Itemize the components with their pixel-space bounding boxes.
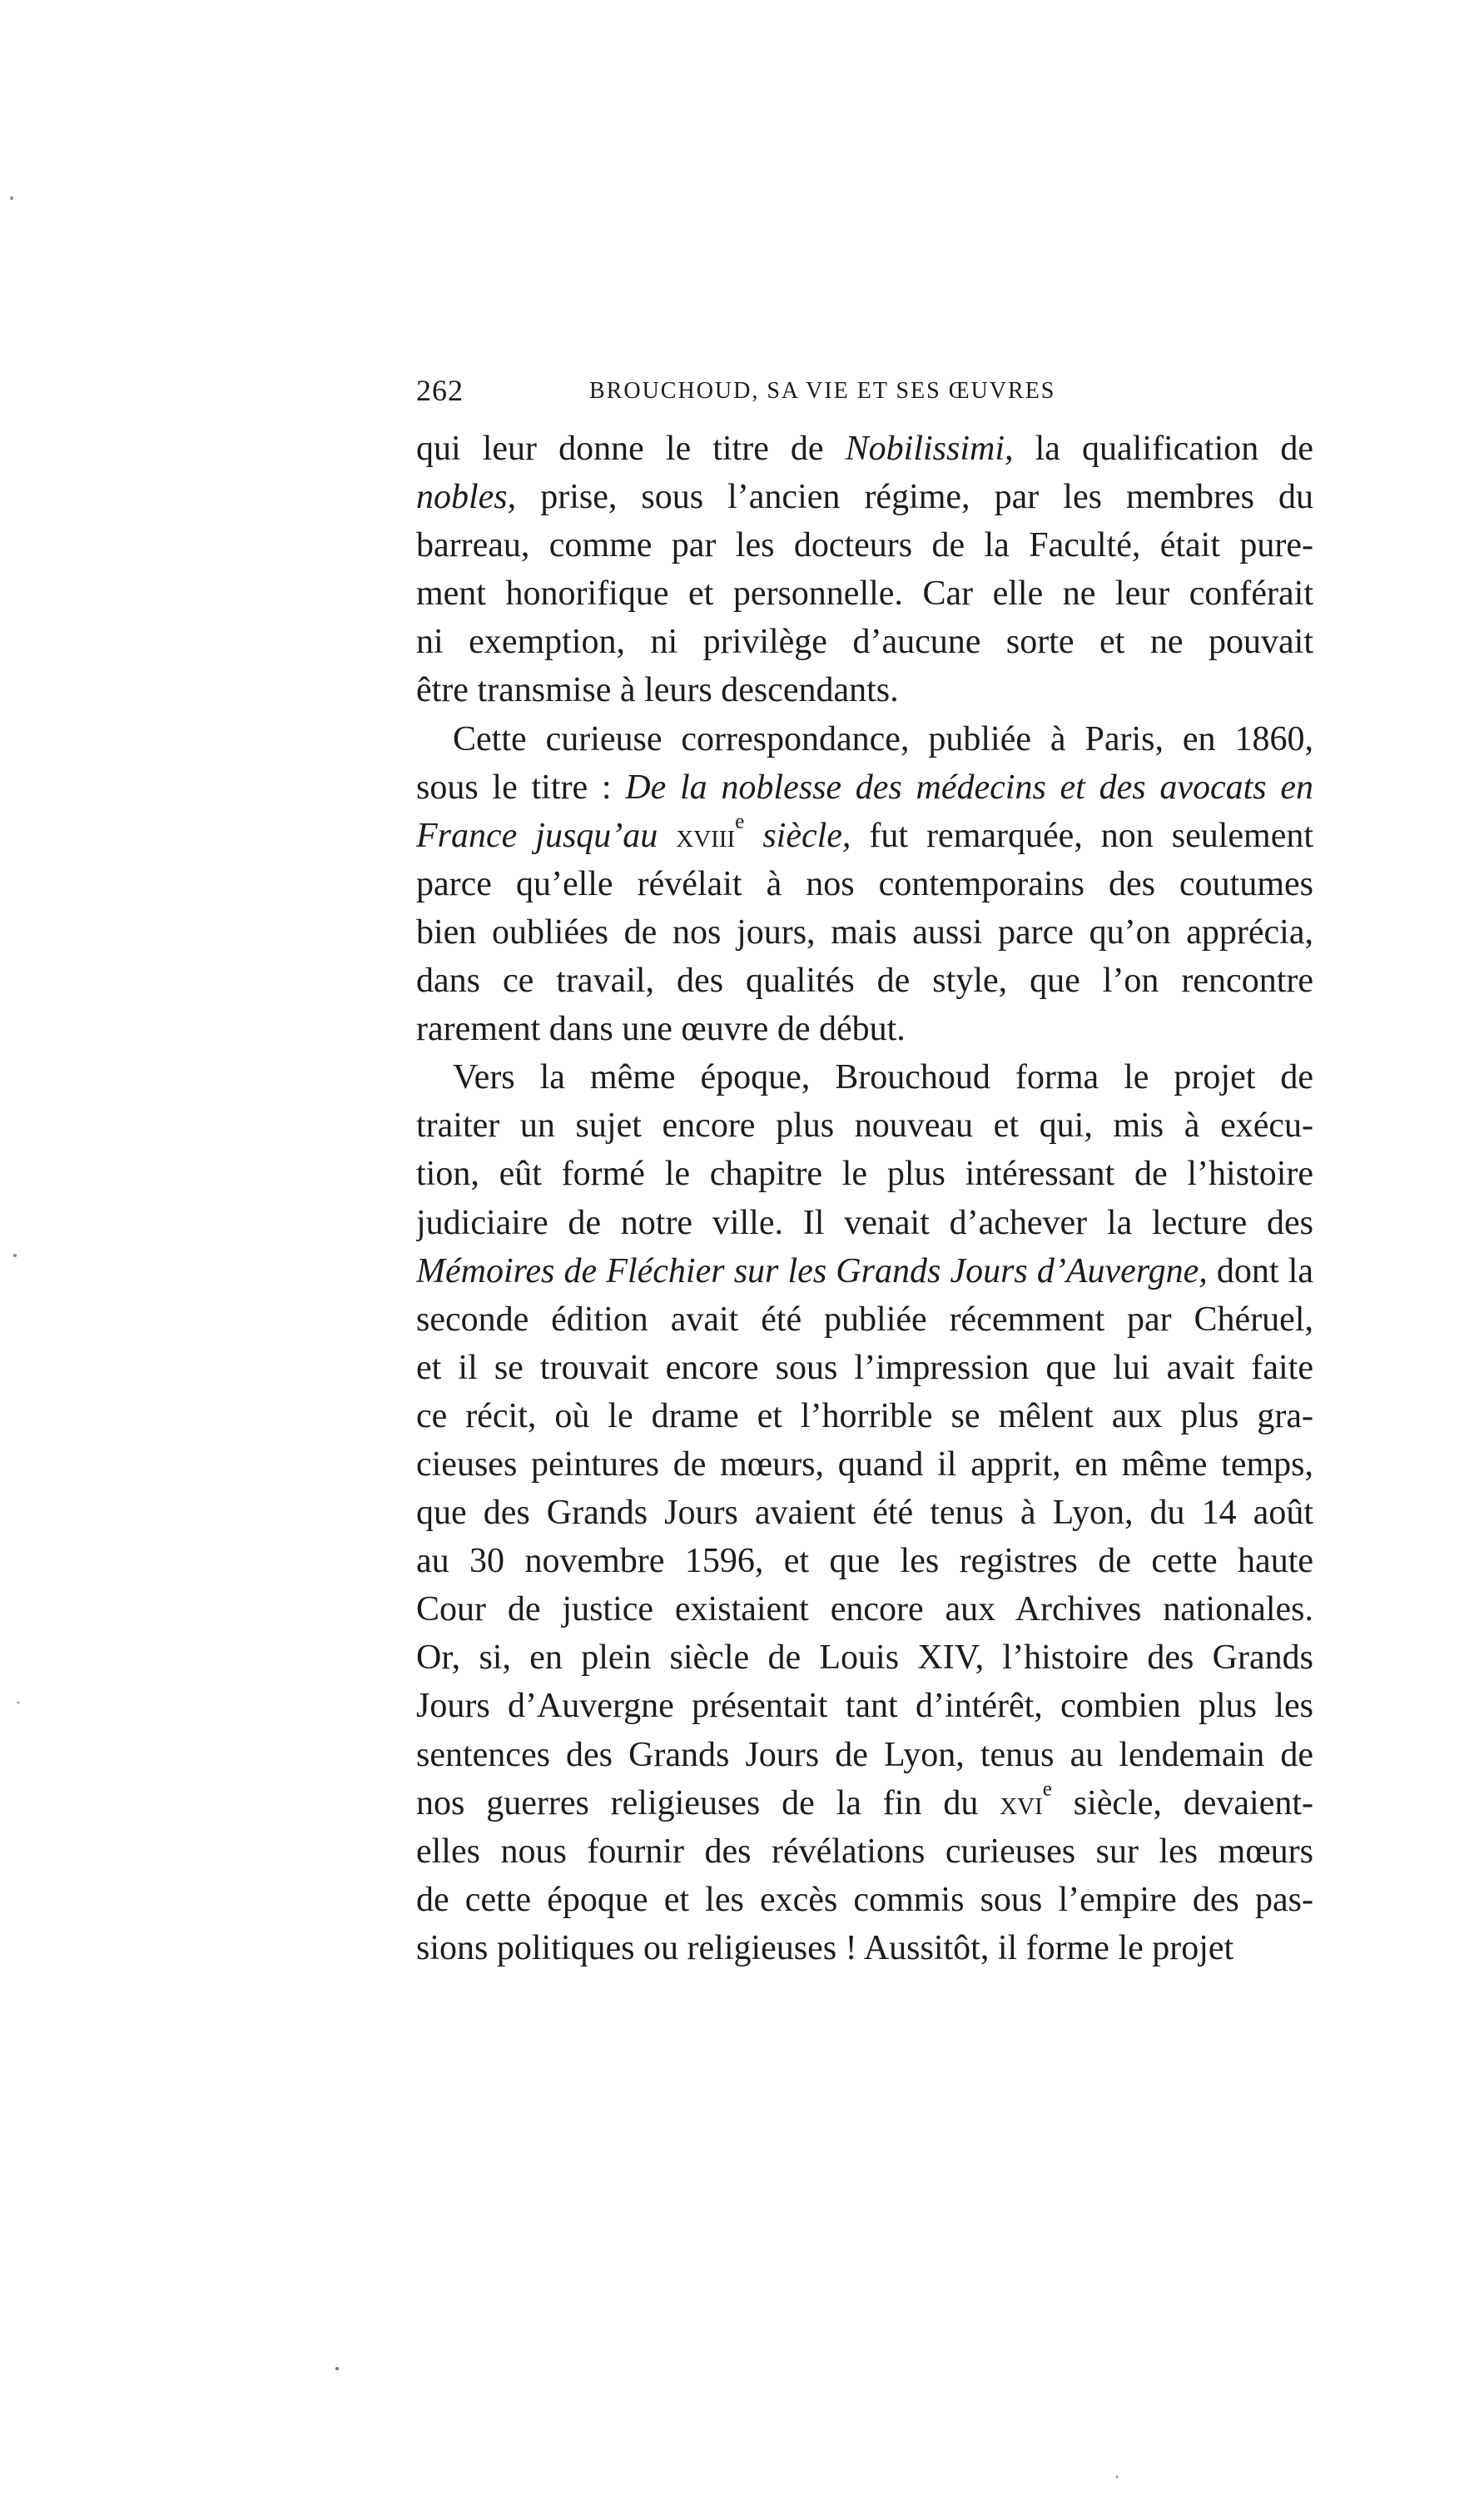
running-title: BROUCHOUD, SA VIE ET SES ŒUVRES [589,378,1056,404]
text-line [416,1924,1313,1972]
scan-speck [13,1254,17,1257]
text-line [416,1295,1313,1344]
superscript: e [735,811,745,833]
text-line [416,1537,1313,1585]
text-run: fut remarquée, non seulement [851,816,1313,855]
text-run: sions politiques ou religieuses ! Aussitôt, il forme le projet [416,1928,1234,1967]
body-text [416,425,1313,1972]
text-run: Jours d’Auvergne présentait tant d’intérêt, combien plus les [416,1687,1313,1726]
text-line [416,1779,1313,1827]
superscript: e [1042,1778,1052,1800]
text-line [416,763,1313,812]
italic-run: De la noblesse des médecins et des avocats en [625,768,1313,807]
text-line [416,812,1313,860]
paragraph [416,1053,1313,1972]
text-line [416,1440,1313,1489]
text-line [416,1247,1313,1295]
text-line [416,860,1313,908]
text-line [416,425,1313,473]
page-number: 262 [416,374,464,407]
text-run: tion, eût formé le chapitre le plus intéressant de l’histoire [416,1155,1313,1194]
text-run: ment honorifique et personnelle. Car elle ne leur conférait [416,574,1313,614]
text-line [416,1199,1313,1247]
text-run: elles nous fournir des révélations curieuses sur les mœurs [416,1832,1313,1871]
text-run: qui leur donne le titre de [416,430,846,468]
text-run: siècle, devaient- [1051,1783,1313,1822]
paragraph [416,425,1313,715]
text-line [416,957,1313,1005]
text-run: seconde édition avait été publiée récemment par Chéruel, [416,1300,1313,1339]
small-caps-run: xviii [658,816,736,855]
text-line [416,908,1313,957]
text-run: rarement dans une œuvre de début. [416,1010,906,1049]
scan-speck [17,1702,20,1704]
text-run: dont la [1207,1251,1313,1290]
italic-run: Mémoires de Fléchier sur les Grands Jours d’Auvergne, [416,1251,1208,1290]
text-run: sentences des Grands Jours de Lyon, tenus au lendemain de [416,1735,1313,1774]
text-line [416,521,1313,569]
text-line [416,1876,1313,1924]
text-run: barreau, comme par les docteurs de la Faculté, était pure- [416,526,1313,565]
text-line [416,1392,1313,1440]
text-run: Cette curieuse correspondance, publiée à Paris, en 1860, [453,719,1313,758]
text-line [416,1731,1313,1779]
text-run: la qualification de [1013,430,1313,468]
text-run: de cette époque et les excès commis sous l’empire des pas- [416,1880,1313,1919]
text-run: au 30 novembre 1596, et que les registres de cette haute [416,1542,1313,1581]
text-line [416,1827,1313,1876]
text-line [416,1489,1313,1537]
text-line [416,569,1313,618]
text-run: être transmise à leurs descendants. [416,671,899,710]
text-line [416,1633,1313,1682]
text-line [416,1053,1313,1101]
italic-run: siècle, [744,816,851,855]
text-run: sous le titre : [416,768,626,807]
text-run: judiciaire de notre ville. Il venait d’achever la lecture des [416,1203,1313,1242]
text-run: prise, sous l’ancien régime, par les membres du [516,478,1313,517]
text-line [416,715,1313,763]
text-run: Vers la même époque, Brouchoud forma le projet de [453,1058,1313,1097]
text-run: et il se trouvait encore sous l’impression que lui avait faite [416,1348,1313,1387]
text-run: parce qu’elle révélait à nos contemporains des coutumes [416,864,1313,903]
text-run: Or, si, en plein siècle de Louis XIV, l’histoire des Grands [416,1638,1313,1678]
scan-speck [335,2367,339,2370]
running-head [416,373,1149,415]
text-line [416,1150,1313,1198]
text-run: nos guerres religieuses de la fin du [416,1783,1000,1822]
text-run: que des Grands Jours avaient été tenus à Lyon, du 14 août [416,1494,1313,1533]
italic-run: France jusqu’au [416,816,658,855]
text-line [416,1101,1313,1150]
text-line [416,1682,1313,1730]
paragraph [416,715,1313,1054]
text-run: dans ce travail, des qualités de style, que l’on rencontre [416,962,1313,1001]
text-line [416,1005,1313,1053]
text-line [416,1344,1313,1392]
scan-speck [10,196,13,200]
scan-speck [1116,2476,1119,2479]
text-run: ni exemption, ni privilège d’aucune sorte et ne pouvait [416,623,1313,662]
italic-run: nobles, [416,478,517,517]
text-run: Cour de justice existaient encore aux Archives nationales. [416,1590,1313,1629]
text-line [416,1585,1313,1633]
text-line [416,473,1313,521]
text-run: bien oubliées de nos jours, mais aussi parce qu’on apprécia, [416,912,1313,952]
text-line [416,618,1313,666]
text-run: ce récit, où le drame et l’horrible se mêlent aux plus gra- [416,1396,1313,1435]
text-line [416,666,1313,714]
italic-run: Nobilissimi, [845,430,1014,468]
text-run: cieuses peintures de mœurs, quand il apprit, en même temps, [416,1444,1313,1484]
text-run: traiter un sujet encore plus nouveau et qui, mis à exécu- [416,1106,1313,1146]
small-caps-run: xvi [1000,1783,1043,1822]
